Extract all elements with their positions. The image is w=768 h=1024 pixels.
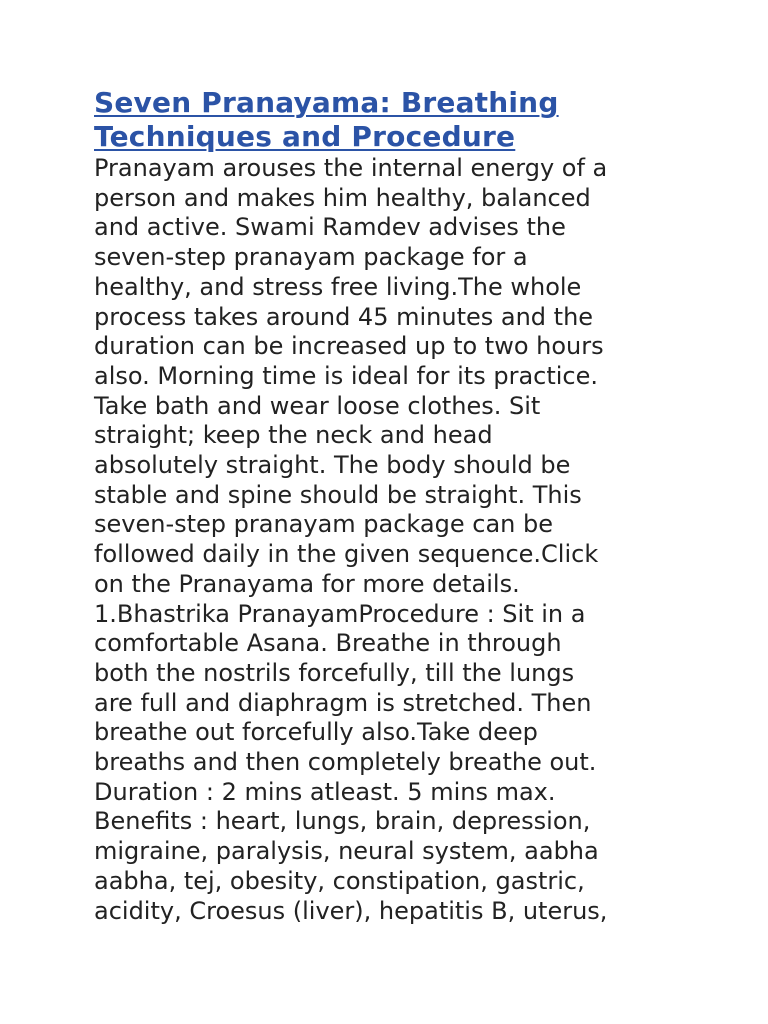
body-line: duration can be increased up to two hours <box>94 332 604 361</box>
body-line: migraine, paralysis, neural system, aabha <box>94 837 599 866</box>
body-line: comfortable Asana. Breathe in through <box>94 629 562 658</box>
body-line: Pranayam arouses the internal energy of a <box>94 154 608 182</box>
body-line: followed daily in the given sequence.Click <box>94 540 599 569</box>
body-line: process takes around 45 minutes and the <box>94 302 594 331</box>
title-line: Techniques and Procedure <box>94 120 516 153</box>
body-line: breaths and then completely breathe out. <box>94 748 597 777</box>
body-line: aabha, tej, obesity, constipation, gastric, <box>94 866 585 895</box>
page-title <box>94 86 694 154</box>
body-line: are full and diaphragm is stretched. Then <box>94 688 592 717</box>
body-line: stable and spine should be straight. This <box>94 480 582 509</box>
body-line: both the nostrils forcefully, till the lungs <box>94 658 575 687</box>
body-line: Benefits : heart, lungs, brain, depression, <box>94 807 591 836</box>
document-content <box>94 86 694 926</box>
body-line: also. Morning time is ideal for its practice. <box>94 361 599 390</box>
body-line: straight; keep the neck and head <box>94 421 493 450</box>
body-paragraph <box>94 154 694 926</box>
body-line: healthy, and stress free living.The whole <box>94 272 582 301</box>
title-line: Seven Pranayama: Breathing <box>94 86 559 119</box>
body-line: absolutely straight. The body should be <box>94 451 571 480</box>
body-line: Take bath and wear loose clothes. Sit <box>94 391 541 420</box>
body-line: and active. Swami Ramdev advises the <box>94 213 566 242</box>
body-line: breathe out forcefully also.Take deep <box>94 718 538 747</box>
body-line: on the Pranayama for more details. <box>94 569 520 598</box>
body-line: Duration : 2 mins atleast. 5 mins max. <box>94 777 556 806</box>
body-line: seven-step pranayam package can be <box>94 510 553 539</box>
title-link[interactable] <box>94 86 694 154</box>
body-line: 1.Bhastrika PranayamProcedure : Sit in a <box>94 599 586 628</box>
body-line: seven-step pranayam package for a <box>94 243 528 272</box>
body-line: person and makes him healthy, balanced <box>94 183 591 212</box>
body-line: acidity, Croesus (liver), hepatitis B, uterus, <box>94 896 608 925</box>
